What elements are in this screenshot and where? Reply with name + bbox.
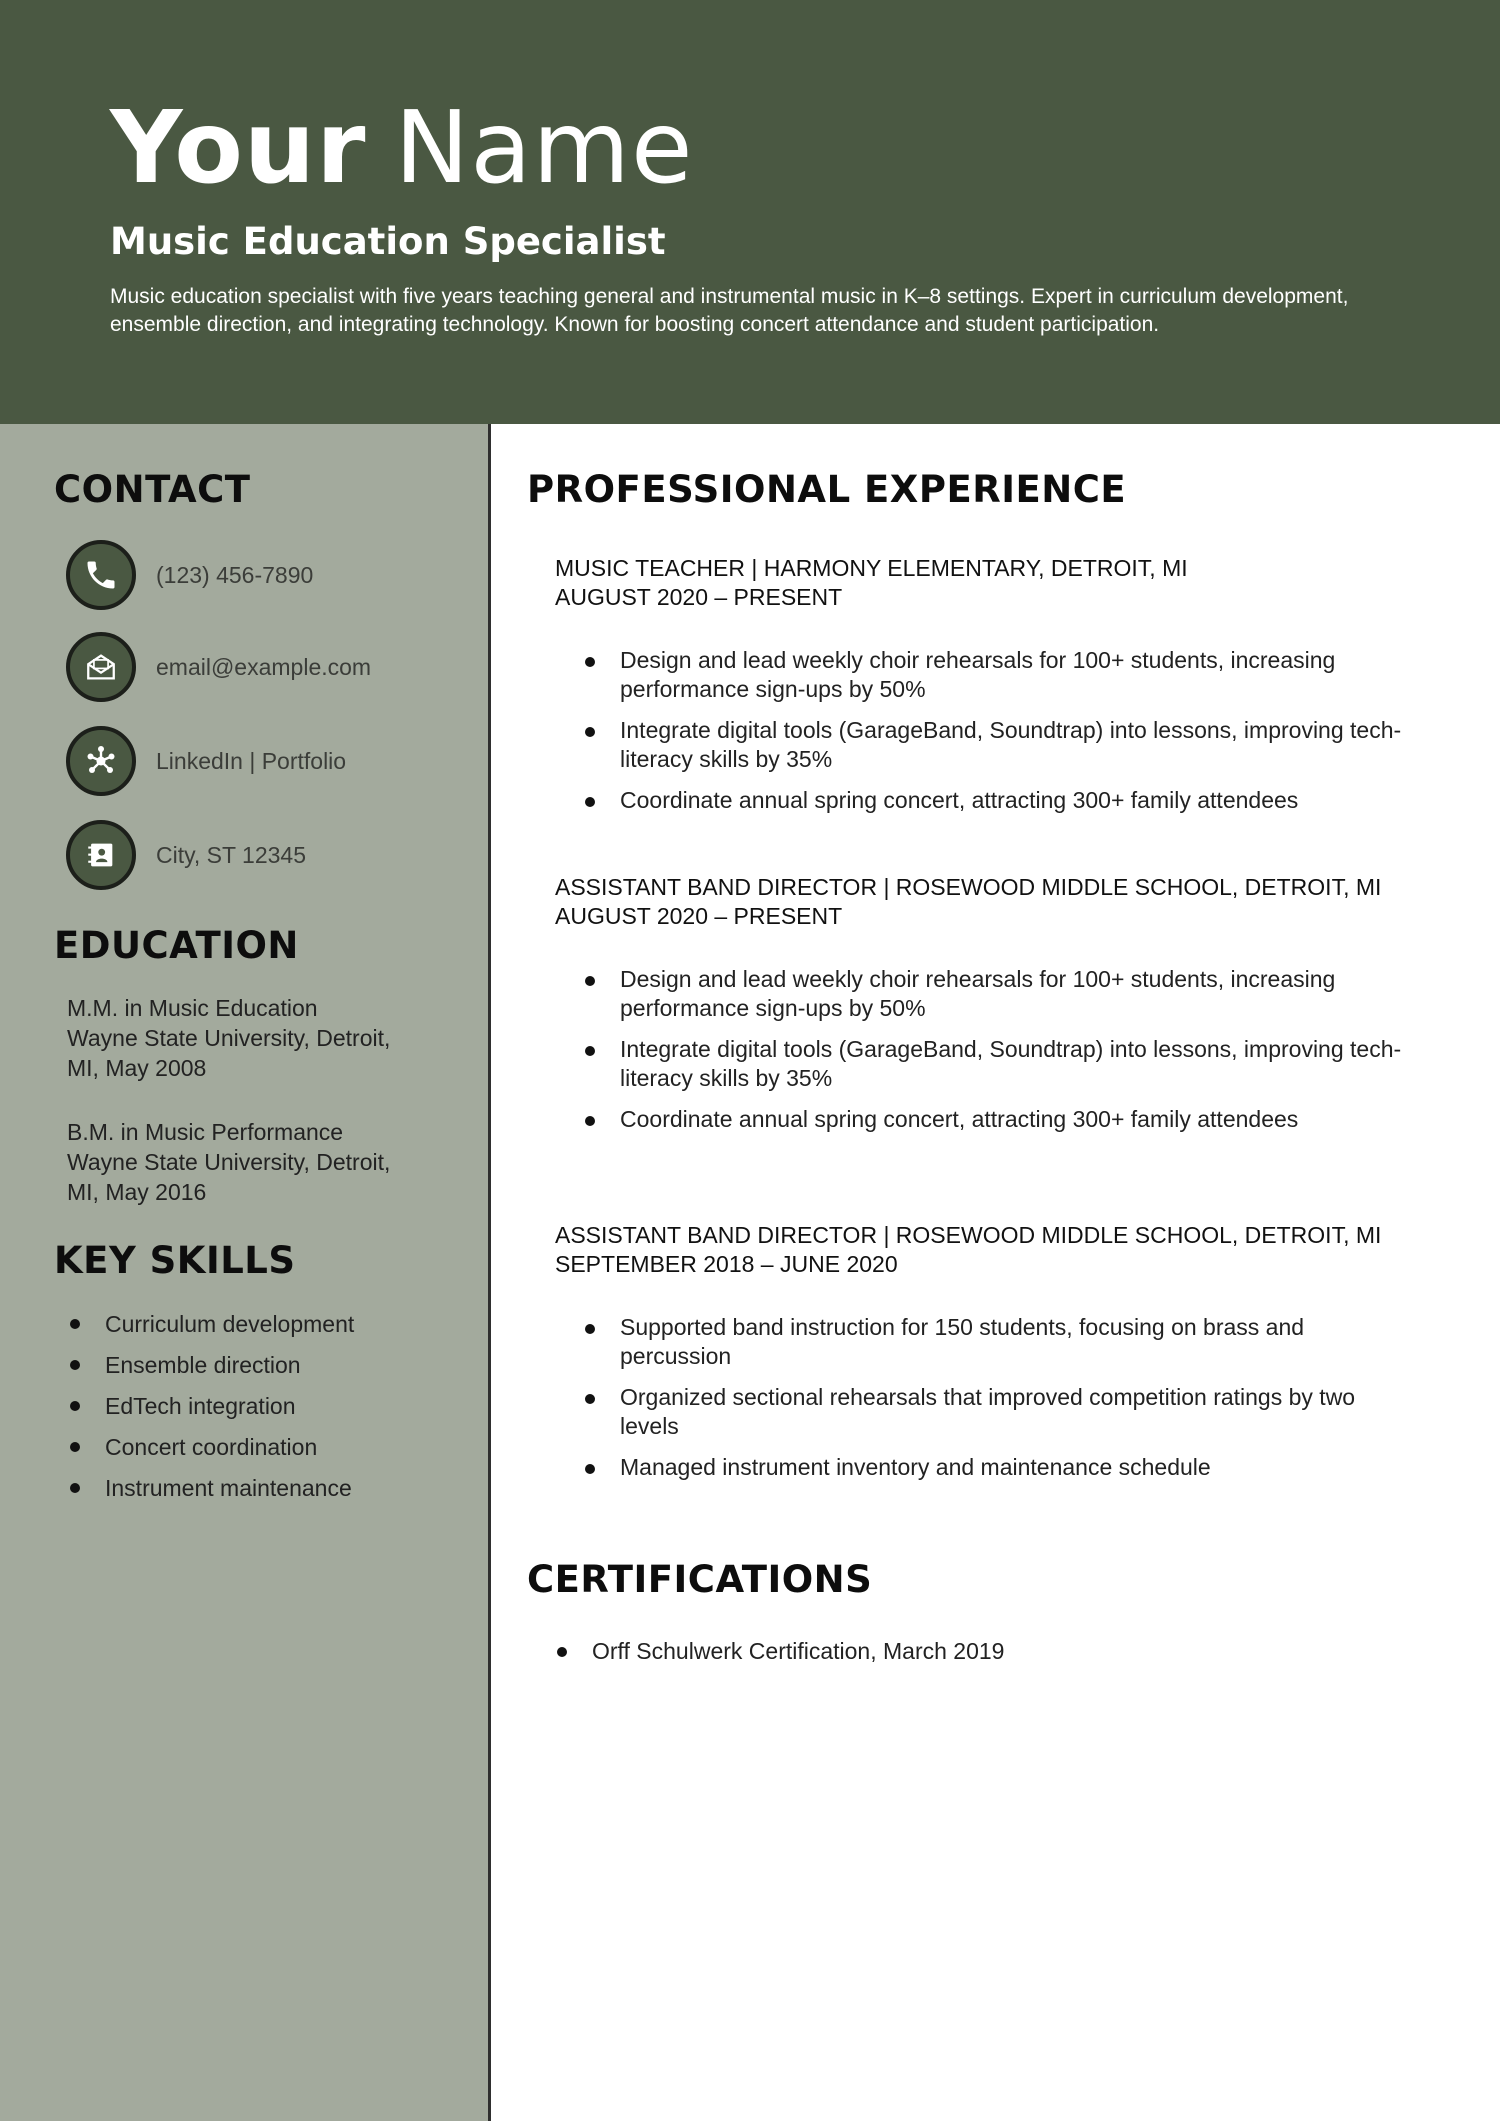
- job-bullets: [555, 965, 1415, 1134]
- skills-list: [67, 1304, 354, 1509]
- contact-phone: [66, 540, 313, 610]
- sidebar: [0, 424, 491, 2121]
- degree: M.M. in Music Education: [67, 995, 318, 1021]
- school: Wayne State University, Detroit,: [67, 1025, 391, 1051]
- contact-email-text: email@example.com: [156, 653, 372, 680]
- school: Wayne State University, Detroit,: [67, 1149, 391, 1175]
- job-title-line: ASSISTANT BAND DIRECTOR | ROSEWOOD MIDDLE SCHOOL, DETROIT, MI: [555, 1222, 1382, 1248]
- professional-summary: Music education specialist with five years teaching general and instrumental music in K–8 settings. Expert in curriculum development, ensemble direction, and integrating technology. Known for boosting concert attendance and student participation.: [110, 285, 1349, 336]
- candidate-name: [110, 88, 693, 208]
- skill-item: Concert coordination: [67, 1427, 354, 1468]
- job-bullet: Integrate digital tools (GarageBand, Soundtrap) into lessons, improving tech-literacy skills by 35%: [555, 716, 1415, 774]
- certifications-heading: CERTIFICATIONS: [527, 1558, 873, 1601]
- contact-links-text: LinkedIn | Portfolio: [156, 747, 347, 774]
- job-bullet: Coordinate annual spring concert, attracting 300+ family attendees: [555, 1105, 1415, 1134]
- job-bullets: [555, 1313, 1415, 1482]
- skill-item: EdTech integration: [67, 1386, 354, 1427]
- last-name: Name: [394, 89, 694, 206]
- first-name: Your: [110, 89, 367, 206]
- job-bullet: Coordinate annual spring concert, attracting 300+ family attendees: [555, 786, 1415, 815]
- skills-heading: KEY SKILLS: [54, 1239, 296, 1282]
- job-entry: [555, 1221, 1415, 1494]
- job-entry: [555, 873, 1415, 1146]
- contact-phone-text: (123) 456-7890: [156, 561, 314, 588]
- job-bullet: Managed instrument inventory and maintenance schedule: [555, 1453, 1415, 1482]
- network-icon: [66, 726, 136, 796]
- education-detail: MI, May 2016: [67, 1179, 207, 1205]
- contact-heading: CONTACT: [54, 468, 251, 511]
- resume-header: [0, 0, 1500, 424]
- job-title-line: ASSISTANT BAND DIRECTOR | ROSEWOOD MIDDLE SCHOOL, DETROIT, MI: [555, 874, 1382, 900]
- contact-address: [66, 820, 306, 890]
- job-bullet: Organized sectional rehearsals that improved competition ratings by two levels: [555, 1383, 1415, 1441]
- job-bullet: Integrate digital tools (GarageBand, Soundtrap) into lessons, improving tech-literacy skills by 35%: [555, 1035, 1415, 1093]
- job-dates: AUGUST 2020 – PRESENT: [555, 903, 843, 929]
- job-title: Music Education Specialist: [110, 220, 666, 263]
- skill-item: Ensemble direction: [67, 1345, 354, 1386]
- education-heading: EDUCATION: [54, 924, 299, 967]
- skill-item: Curriculum development: [67, 1304, 354, 1345]
- job-title-line: MUSIC TEACHER | HARMONY ELEMENTARY, DETROIT, MI: [555, 555, 1188, 581]
- contact-links: [66, 726, 346, 796]
- certifications-list: [527, 1635, 1004, 1667]
- job-bullets: [555, 646, 1415, 815]
- job-dates: AUGUST 2020 – PRESENT: [555, 584, 843, 610]
- job-bullet: Supported band instruction for 150 students, focusing on brass and percussion: [555, 1313, 1415, 1371]
- contact-address-text: City, ST 12345: [156, 841, 307, 868]
- address-book-icon: [66, 820, 136, 890]
- experience-heading: PROFESSIONAL EXPERIENCE: [527, 468, 1127, 511]
- education-detail: MI, May 2008: [67, 1055, 207, 1081]
- phone-icon: [66, 540, 136, 610]
- skill-item: Instrument maintenance: [67, 1468, 354, 1509]
- job-bullet: Design and lead weekly choir rehearsals for 100+ students, increasing performance sign-ups by 50%: [555, 646, 1415, 704]
- envelope-icon: [66, 632, 136, 702]
- education-entry: [67, 1117, 447, 1207]
- job-entry: [555, 554, 1415, 827]
- contact-email: [66, 632, 371, 702]
- education-entry: [67, 993, 447, 1083]
- certification-item: Orff Schulwerk Certification, March 2019: [527, 1635, 1004, 1667]
- degree: B.M. in Music Performance: [67, 1119, 344, 1145]
- job-bullet: Design and lead weekly choir rehearsals for 100+ students, increasing performance sign-ups by 50%: [555, 965, 1415, 1023]
- job-dates: SEPTEMBER 2018 – JUNE 2020: [555, 1251, 898, 1277]
